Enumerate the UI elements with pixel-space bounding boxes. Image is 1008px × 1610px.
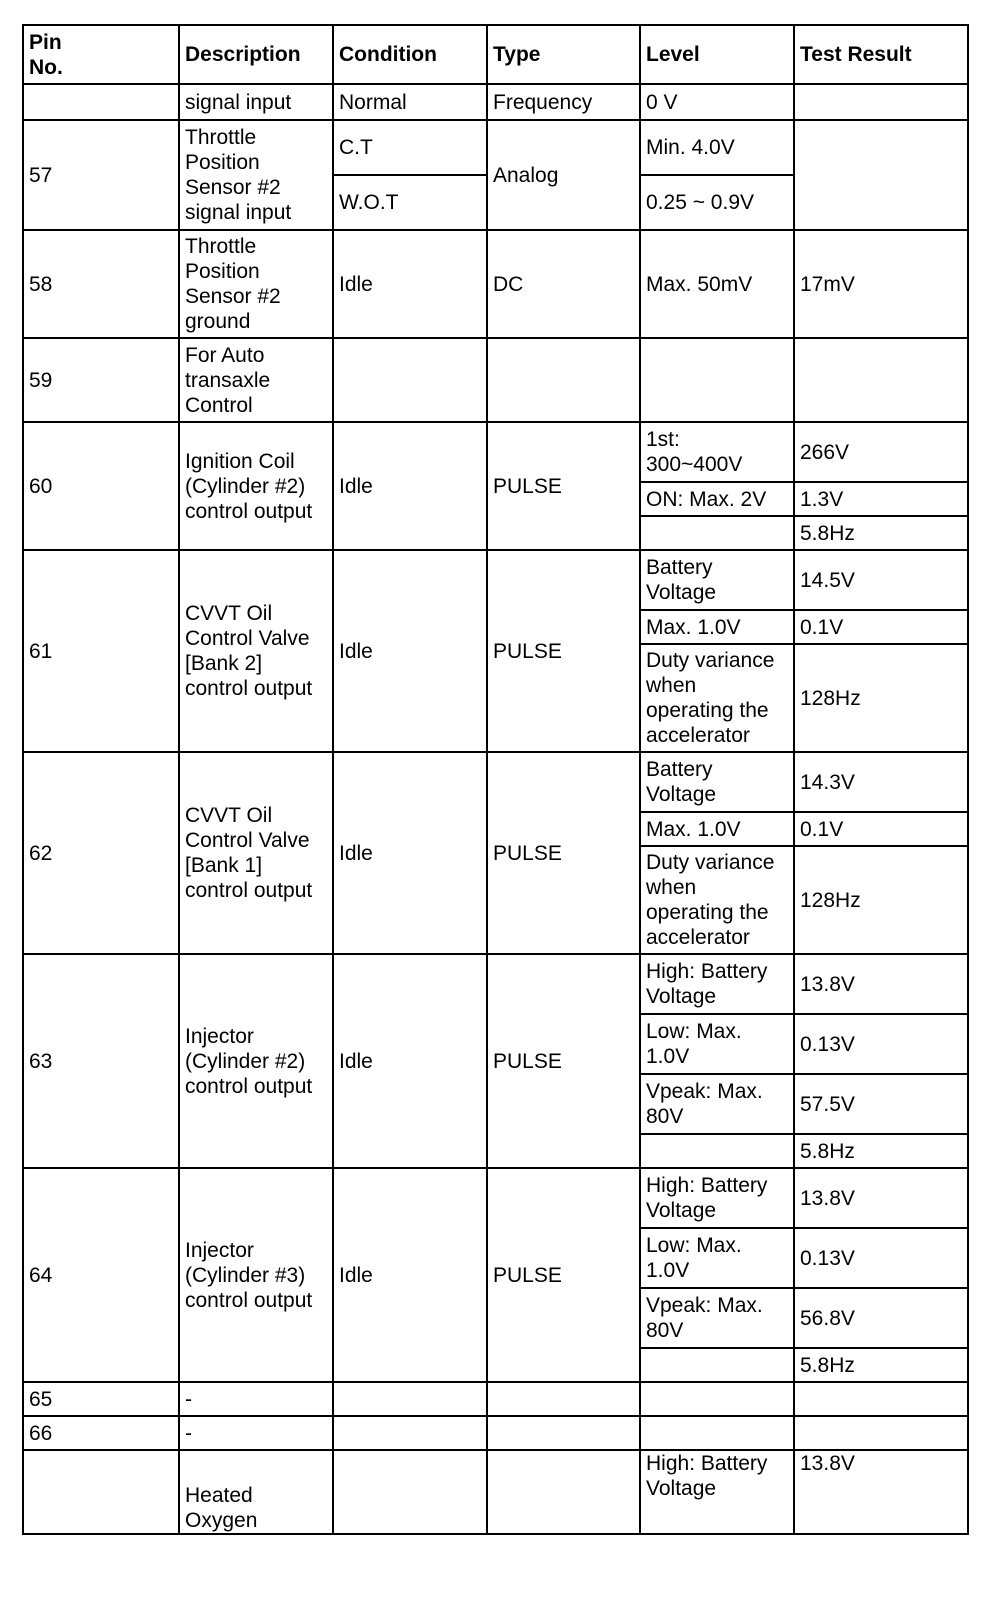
table-cell (794, 120, 968, 230)
table-cell (640, 1348, 794, 1382)
table-cell: Analog (487, 120, 640, 230)
table-cell: Vpeak: Max. 80V (640, 1288, 794, 1348)
table-cell: 1.3V (794, 482, 968, 516)
table-cell: 14.5V (794, 550, 968, 610)
table-cell (487, 1382, 640, 1416)
table-cell: Injector (Cylinder #3) control output (179, 1168, 333, 1382)
header-condition: Condition (333, 25, 487, 84)
table-cell: PULSE (487, 422, 640, 550)
table-row (23, 338, 968, 422)
table-cell: 0.13V (794, 1228, 968, 1288)
table-cell: CVVT Oil Control Valve [Bank 2] control output (179, 550, 333, 752)
table-cell (794, 1382, 968, 1416)
table-row (23, 1168, 968, 1228)
header-description: Description (179, 25, 333, 84)
table-cell (794, 338, 968, 422)
table-row (23, 1450, 968, 1534)
table-cell: Max. 1.0V (640, 812, 794, 846)
table-cell: High: Battery Voltage (640, 1168, 794, 1228)
table-cell (640, 1134, 794, 1168)
table-row (23, 752, 968, 812)
table-cell: 60 (23, 422, 179, 550)
header-level: Level (640, 25, 794, 84)
table-cell (487, 1450, 640, 1534)
table-cell: Idle (333, 230, 487, 338)
table-row (23, 954, 968, 1014)
table-cell: Battery Voltage (640, 752, 794, 812)
header-test-result: Test Result (794, 25, 968, 84)
table-cell (23, 1450, 179, 1534)
table-cell: 57.5V (794, 1074, 968, 1134)
table-cell: Frequency (487, 84, 640, 120)
table-cell: 13.8V (794, 954, 968, 1014)
table-cell: Ignition Coil (Cylinder #2) control output (179, 422, 333, 550)
table-cell: 64 (23, 1168, 179, 1382)
table-row (23, 120, 968, 175)
table-cell: 66 (23, 1416, 179, 1450)
table-cell: Idle (333, 1168, 487, 1382)
table-row (23, 550, 968, 610)
table-cell (333, 1450, 487, 1534)
table-cell: 0.25 ~ 0.9V (640, 175, 794, 230)
table-cell: DC (487, 230, 640, 338)
table-cell: - (179, 1416, 333, 1450)
table-cell: PULSE (487, 954, 640, 1168)
table-cell: 0.1V (794, 610, 968, 644)
header-type: Type (487, 25, 640, 84)
table-row (23, 1382, 968, 1416)
table-row (23, 422, 968, 482)
table-cell: Max. 50mV (640, 230, 794, 338)
table-row (23, 230, 968, 338)
table-cell: 0 V (640, 84, 794, 120)
table-cell (487, 338, 640, 422)
table-cell: 128Hz (794, 644, 968, 752)
table-cell: 17mV (794, 230, 968, 338)
table-cell (487, 1416, 640, 1450)
table-row (23, 1416, 968, 1450)
table-cell: Idle (333, 550, 487, 752)
table-cell (794, 1416, 968, 1450)
table-cell: Normal (333, 84, 487, 120)
table-cell: Duty variance when operating the accelerator (640, 846, 794, 954)
table-cell: 266V (794, 422, 968, 482)
table-cell: 62 (23, 752, 179, 954)
table-cell: 61 (23, 550, 179, 752)
table-cell (640, 338, 794, 422)
table-cell: 5.8Hz (794, 1134, 968, 1168)
header-row (23, 25, 968, 84)
table-cell: 1st: 300~400V (640, 422, 794, 482)
table-cell: C.T (333, 120, 487, 175)
table-cell: 128Hz (794, 846, 968, 954)
table-cell: signal input (179, 84, 333, 120)
table-cell: ON: Max. 2V (640, 482, 794, 516)
table-cell: 65 (23, 1382, 179, 1416)
table-cell: Battery Voltage (640, 550, 794, 610)
header-pin-no: Pin No. (23, 25, 179, 84)
table-cell: Min. 4.0V (640, 120, 794, 175)
table-cell (23, 84, 179, 120)
table-body (23, 84, 968, 1534)
table-cell: 14.3V (794, 752, 968, 812)
table-cell: CVVT Oil Control Valve [Bank 1] control output (179, 752, 333, 954)
table-cell: Vpeak: Max. 80V (640, 1074, 794, 1134)
table-row (23, 84, 968, 120)
table-cell (640, 1382, 794, 1416)
table-cell: W.O.T (333, 175, 487, 230)
table-cell: - (179, 1382, 333, 1416)
table-cell (333, 1416, 487, 1450)
table-cell: Low: Max. 1.0V (640, 1228, 794, 1288)
table-cell: Heated Oxygen (179, 1450, 333, 1534)
table-cell: High: Battery Voltage (640, 1450, 794, 1534)
table-cell: 5.8Hz (794, 1348, 968, 1382)
table-cell: 57 (23, 120, 179, 230)
table-cell: 58 (23, 230, 179, 338)
table-cell: Throttle Position Sensor #2 ground (179, 230, 333, 338)
table-cell: 0.1V (794, 812, 968, 846)
table-cell: Idle (333, 422, 487, 550)
table-cell: 59 (23, 338, 179, 422)
table-cell: Low: Max. 1.0V (640, 1014, 794, 1074)
pin-spec-table (22, 24, 969, 1535)
table-cell (794, 84, 968, 120)
table-cell: PULSE (487, 752, 640, 954)
table-cell (640, 516, 794, 550)
table-cell: Idle (333, 954, 487, 1168)
table-cell: 5.8Hz (794, 516, 968, 550)
table-cell: Max. 1.0V (640, 610, 794, 644)
table-cell: Duty variance when operating the accelerator (640, 644, 794, 752)
table-cell: For Auto transaxle Control (179, 338, 333, 422)
table-cell: PULSE (487, 550, 640, 752)
table-cell: PULSE (487, 1168, 640, 1382)
table-cell (333, 338, 487, 422)
table-cell: Injector (Cylinder #2) control output (179, 954, 333, 1168)
table-cell: 0.13V (794, 1014, 968, 1074)
table-cell (333, 1382, 487, 1416)
table-cell (640, 1416, 794, 1450)
table-cell: Idle (333, 752, 487, 954)
table-cell: 56.8V (794, 1288, 968, 1348)
table-cell: 13.8V (794, 1450, 968, 1534)
table-cell: 63 (23, 954, 179, 1168)
table-cell: Throttle Position Sensor #2 signal input (179, 120, 333, 230)
table-cell: 13.8V (794, 1168, 968, 1228)
table-cell: High: Battery Voltage (640, 954, 794, 1014)
